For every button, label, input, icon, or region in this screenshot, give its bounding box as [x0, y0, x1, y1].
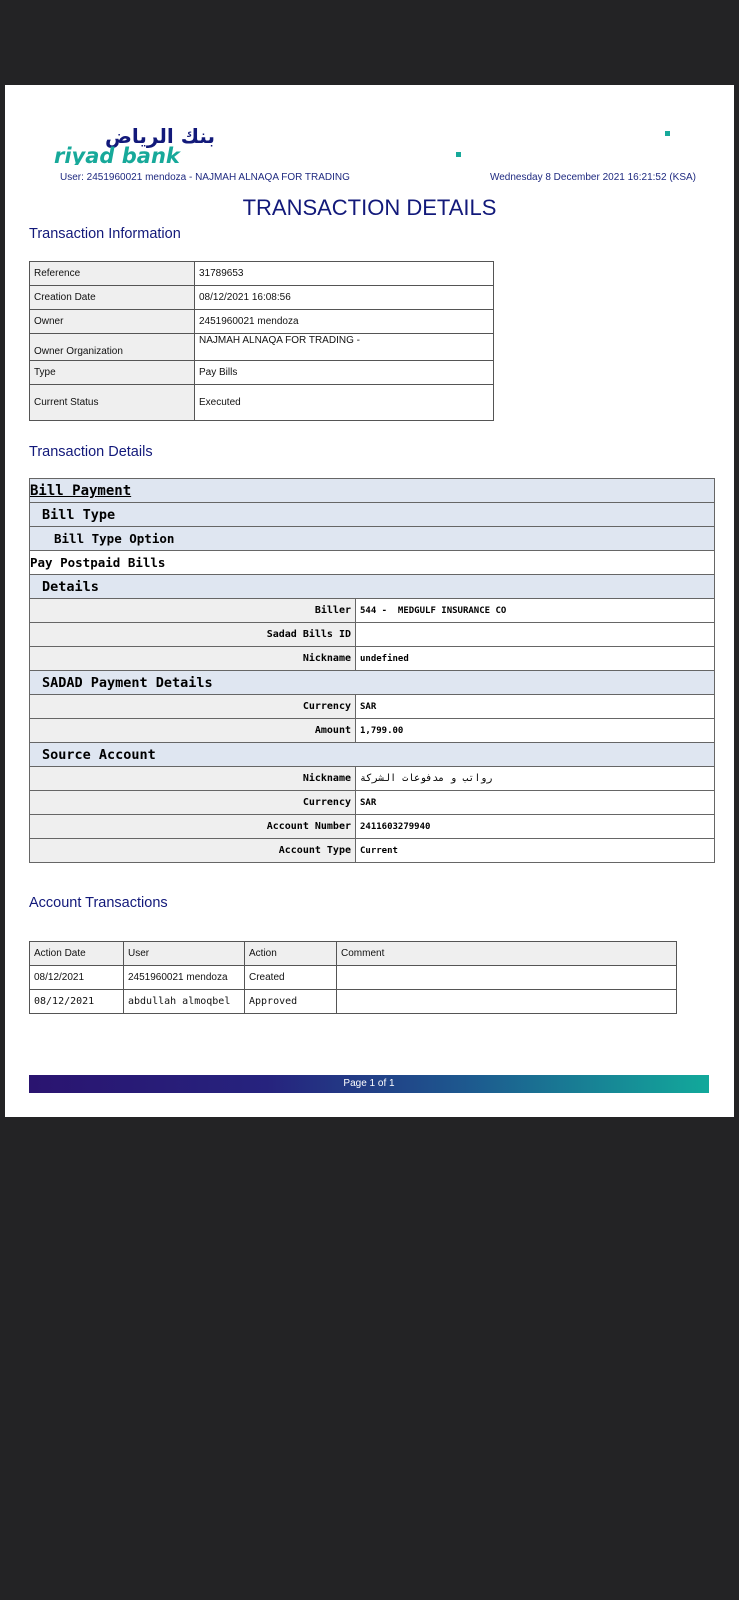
document-page	[5, 85, 734, 1117]
currency-value: SAR	[356, 695, 715, 719]
field-value: NAJMAH ALNAQA FOR TRADING -	[195, 334, 494, 361]
biller-value: 544 - MEDGULF INSURANCE CO	[356, 599, 715, 623]
field-value: Executed	[195, 385, 494, 421]
table-row	[30, 599, 715, 623]
table-row	[30, 839, 715, 863]
print-datetime: Wednesday 8 December 2021 16:21:52 (KSA)	[489, 172, 696, 183]
table-row	[30, 719, 715, 743]
amount-label: Amount	[30, 719, 356, 743]
table-row	[30, 361, 494, 385]
column-header: User	[124, 942, 245, 966]
table-row	[30, 575, 715, 599]
page-title: TRANSACTION DETAILS	[242, 195, 497, 220]
transaction-information-table	[29, 261, 494, 421]
table-row	[30, 966, 677, 990]
account-type-label: Account Type	[30, 839, 356, 863]
decorative-dot	[665, 131, 670, 136]
account-number-label: Account Number	[30, 815, 356, 839]
account-transactions-table	[29, 941, 677, 1014]
table-row	[30, 767, 715, 791]
logo-arabic-text: بنك الرياض	[105, 125, 215, 148]
table-cell: 08/12/2021	[30, 990, 124, 1014]
table-cell	[337, 990, 677, 1014]
nickname-value: undefined	[356, 647, 715, 671]
page-number: Page 1 of 1	[343, 1078, 395, 1089]
user-line: User: 2451960021 mendoza - NAJMAH ALNAQA FOR TRADING	[60, 172, 350, 183]
details-heading: Details	[30, 575, 715, 599]
column-header: Action Date	[30, 942, 124, 966]
table-row	[30, 743, 715, 767]
field-label: Type	[30, 361, 195, 385]
table-row	[30, 527, 715, 551]
transaction-details-table	[29, 478, 715, 863]
amount-value: 1,799.00	[356, 719, 715, 743]
account-transactions-heading: Account Transactions	[29, 895, 168, 911]
bill-payment-heading: Bill Payment	[30, 479, 715, 503]
table-row	[30, 334, 494, 361]
table-row	[30, 262, 494, 286]
table-row	[30, 503, 715, 527]
table-header-row	[30, 942, 677, 966]
source-nickname-label: Nickname	[30, 767, 356, 791]
table-row	[30, 695, 715, 719]
bill-type-heading: Bill Type	[30, 503, 715, 527]
transaction-details-heading: Transaction Details	[29, 444, 153, 460]
source-currency-value: SAR	[356, 791, 715, 815]
table-row	[30, 385, 494, 421]
table-row	[30, 623, 715, 647]
bill-type-value: Pay Postpaid Bills	[30, 551, 715, 575]
table-cell	[337, 966, 677, 990]
currency-label: Currency	[30, 695, 356, 719]
table-row	[30, 286, 494, 310]
table-row	[30, 647, 715, 671]
table-cell: 08/12/2021	[30, 966, 124, 990]
field-label: Creation Date	[30, 286, 195, 310]
column-header: Action	[245, 942, 337, 966]
nickname-label: Nickname	[30, 647, 356, 671]
transaction-information-heading: Transaction Information	[29, 226, 181, 242]
field-label: Current Status	[30, 385, 195, 421]
table-row	[30, 310, 494, 334]
source-account-heading: Source Account	[30, 743, 715, 767]
field-label: Owner Organization	[30, 334, 195, 361]
table-cell: 2451960021 mendoza	[124, 966, 245, 990]
table-row	[30, 551, 715, 575]
field-value: Pay Bills	[195, 361, 494, 385]
account-type-value: Current	[356, 839, 715, 863]
field-value: 2451960021 mendoza	[195, 310, 494, 334]
table-row	[30, 815, 715, 839]
sadad-payment-details-heading: SADAD Payment Details	[30, 671, 715, 695]
decorative-dot	[456, 152, 461, 157]
source-currency-label: Currency	[30, 791, 356, 815]
biller-label: Biller	[30, 599, 356, 623]
logo-latin-text: riyad bank	[54, 144, 180, 165]
table-cell: Approved	[245, 990, 337, 1014]
sadad-bills-id-label: Sadad Bills ID	[30, 623, 356, 647]
field-value: 31789653	[195, 262, 494, 286]
account-number-value: 2411603279940	[356, 815, 715, 839]
riyad-bank-logo	[50, 125, 225, 165]
source-nickname-value: رواتب و مدفوعات الشركة	[356, 767, 715, 791]
table-row	[30, 479, 715, 503]
table-row	[30, 671, 715, 695]
field-label: Owner	[30, 310, 195, 334]
sadad-bills-id-value	[356, 623, 715, 647]
table-cell: Created	[245, 966, 337, 990]
column-header: Comment	[337, 942, 677, 966]
field-label: Reference	[30, 262, 195, 286]
bill-type-option-heading: Bill Type Option	[30, 527, 715, 551]
field-value: 08/12/2021 16:08:56	[195, 286, 494, 310]
table-row	[30, 791, 715, 815]
page-footer-bar	[29, 1075, 709, 1093]
table-cell: abdullah almoqbel	[124, 990, 245, 1014]
table-row	[30, 990, 677, 1014]
